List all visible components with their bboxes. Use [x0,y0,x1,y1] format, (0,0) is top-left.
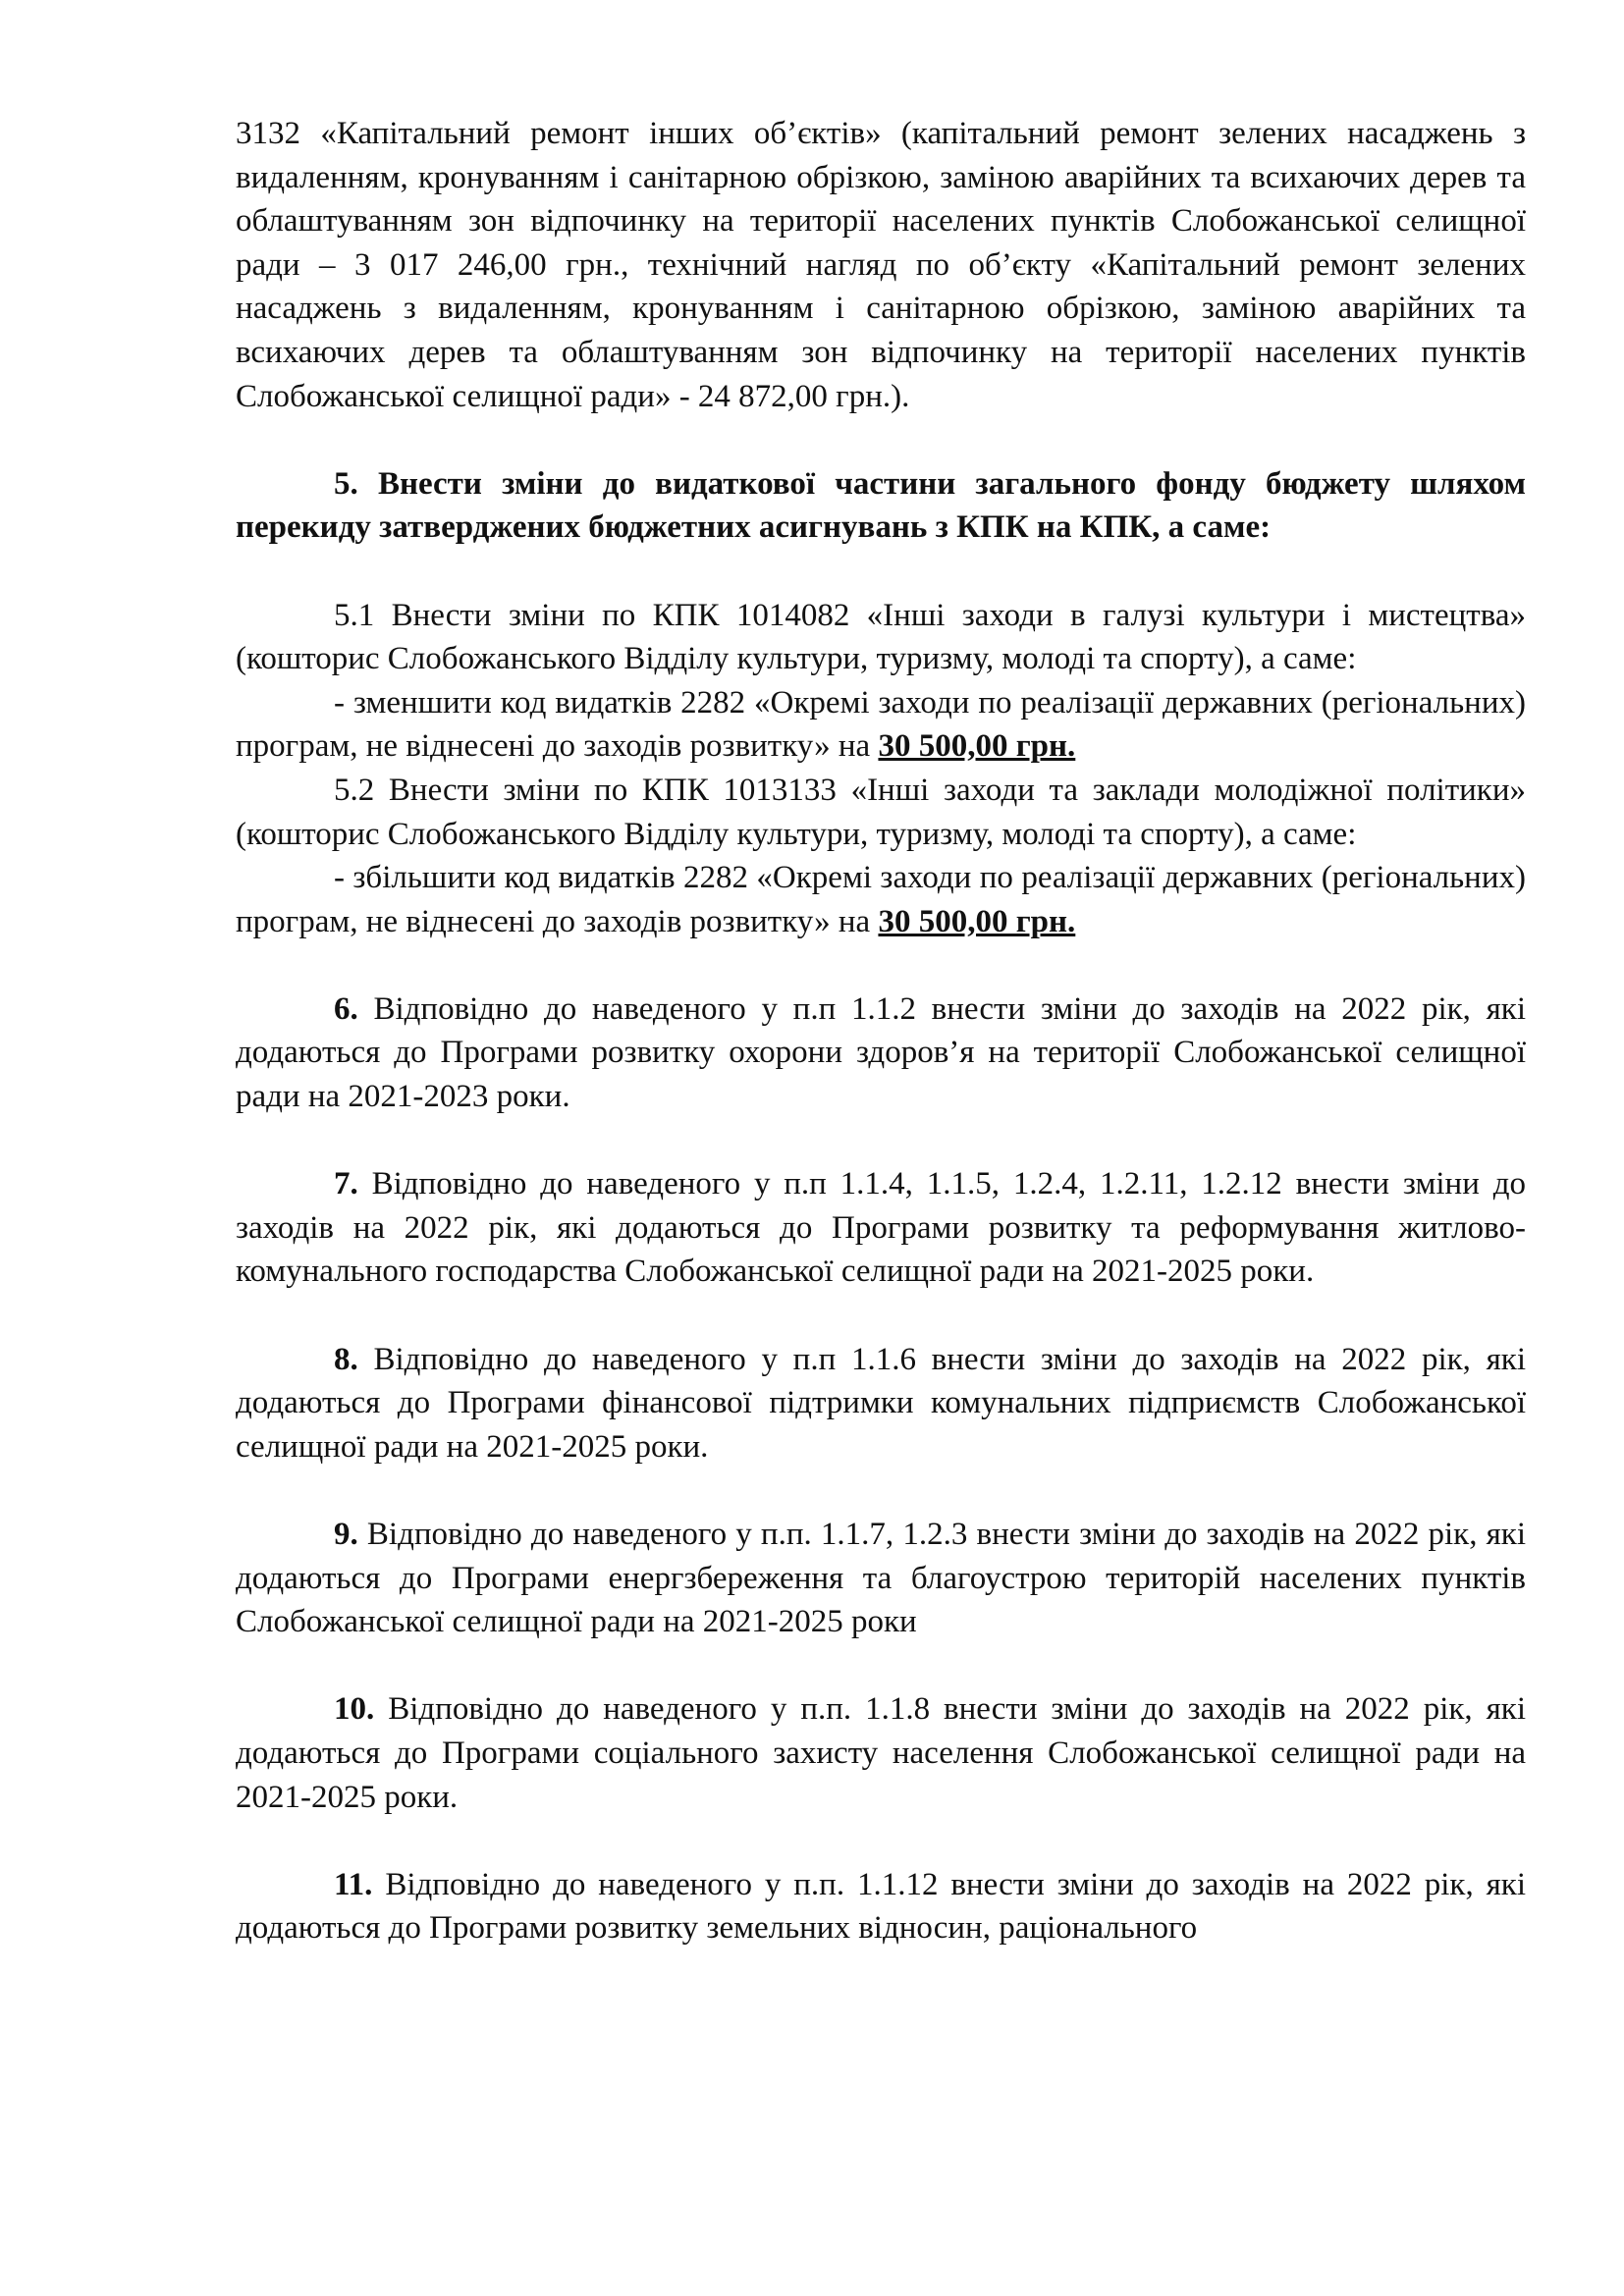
spacer [236,1819,1526,1863]
section-9-text: Відповідно до наведеного у п.п. 1.1.7, 1.2.3 внести зміни до заходів на 2022 рік, які додаються до Програми енергзбереження та благоустрою територій населених пунктів Слобожанської селищної ради на 2021-2025 роки [236,1517,1526,1640]
item-5-2-change [236,856,1526,943]
spacer [236,418,1526,462]
intro-paragraph: 3132 «Капітальний ремонт інших об’єктів» (капітальний ремонт зелених насаджень з видаленням, кронуванням і санітарною обрізкою, заміною аварійних та всихаючих дерев та облаштуванням зон відпочинку на території населених пунктів Слобожанської селищної ради – 3 017 246,00 грн., технічний нагляд по об’єкту «Капітальний ремонт зелених насаджень з видаленням, кронуванням і санітарною обрізкою, заміною аварійних та всихаючих дерев та облаштуванням зон відпочинку на території населених пунктів Слобожанської селищної ради» - 24 872,00 грн.). [236,116,1526,414]
item-5-1-text: - зменшити код видатків 2282 «Окремі заходи по реалізації державних (регіональних) програм, не віднесені до заходів розвитку» на [236,684,1526,765]
section-7-number: 7. [334,1166,358,1202]
section-10-text: Відповідно до наведеного у п.п. 1.1.8 внести зміни до заходів на 2022 рік, які додаються до Програми соціального захисту населення Слобожанської селищної ради на 2021-2025 роки. [236,1691,1526,1815]
section-10 [236,1687,1526,1819]
section-9-number: 9. [334,1517,358,1552]
section-6-number: 6. [334,990,358,1027]
section-11-text: Відповідно до наведеного у п.п. 1.1.12 внести зміни до заходів на 2022 рік, які додаються до Програми розвитку земельних відносин, раціонального [236,1866,1526,1947]
section-10-number: 10. [334,1691,375,1728]
item-5-1: 5.1 Внести зміни по КПК 1014082 «Інші заходи в галузі культури і мистецтва» (кошторис Слобожанського Відділу культури, туризму, молоді та спорту), а саме: [236,597,1526,677]
section-7-text: Відповідно до наведеного у п.п 1.1.4, 1.1.5, 1.2.4, 1.2.11, 1.2.12 внести зміни до заходів на 2022 рік, які додаються до Програми розвитку та реформування житлово-комунального господарства Слобожанської селищної ради на 2021-2025 роки. [236,1166,1526,1290]
spacer [236,550,1526,594]
spacer [236,943,1526,988]
section-8 [236,1338,1526,1469]
section-11-number: 11. [334,1866,373,1902]
spacer [236,1644,1526,1688]
section-9 [236,1513,1526,1644]
section-5-heading: 5. Внести зміни до видаткової частини загального фонду бюджету шляхом перекиду затверджених бюджетних асигнувань з КПК на КПК, а саме: [236,465,1526,546]
section-8-text: Відповідно до наведеного у п.п 1.1.6 внести зміни до заходів на 2022 рік, які додаються до Програми фінансової підтримки комунальних підприємств Слобожанської селищної ради на 2021-2025 роки. [236,1341,1526,1465]
section-7 [236,1162,1526,1294]
section-6-text: Відповідно до наведеного у п.п 1.1.2 внести зміни до заходів на 2022 рік, які додаються до Програми розвитку охорони здоров’я на території Слобожанської селищної ради на 2021-2023 роки. [236,990,1526,1115]
item-5-1-amount: 30 500,00 грн. [878,728,1076,765]
item-5-2-amount: 30 500,00 грн. [878,903,1076,939]
item-5-2-text: - збільшити код видатків 2282 «Окремі заходи по реалізації державних (регіональних) програм, не віднесені до заходів розвитку» на [236,860,1526,939]
spacer [236,1294,1526,1338]
section-6 [236,988,1526,1119]
spacer [236,1119,1526,1163]
spacer [236,1468,1526,1513]
item-5-1-change [236,681,1526,769]
item-5-2: 5.2 Внести зміни по КПК 1013133 «Інші заходи та заклади молодіжної політики» (кошторис Слобожанського Відділу культури, туризму, молоді та спорту), а саме: [236,772,1526,852]
section-11 [236,1863,1526,1950]
section-8-number: 8. [334,1341,358,1377]
